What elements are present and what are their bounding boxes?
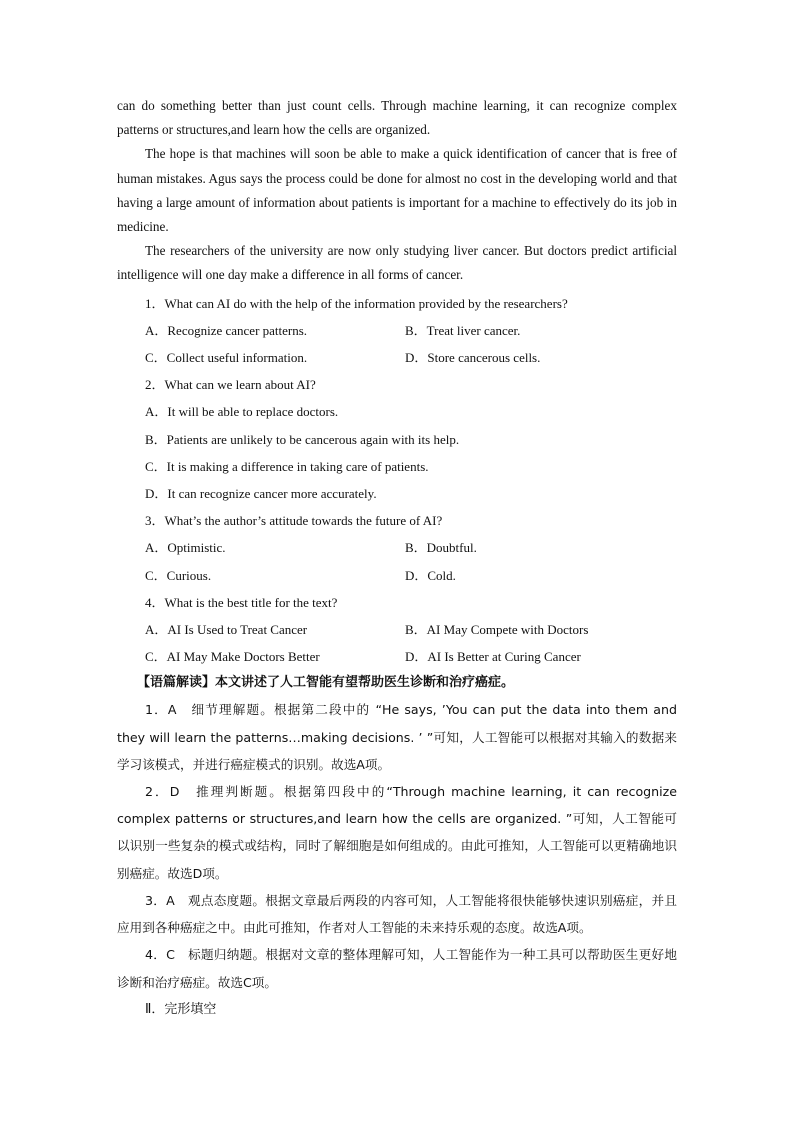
question-1: [117, 290, 677, 372]
option-row: [117, 562, 677, 589]
answer-explanation-2: 2．D 推理判断题。根据第四段中的“Through machine learning, it can recognize complex patterns or structures,and learn how the cells are organized. ”可知，人工智能可以识别一些复杂的模式或结构，同时了解细胞是如何组成的。由此可推知，人工智能可以更精确地识别癌症。故选D项。: [117, 784, 677, 881]
question-stem: 2．What can we learn about AI?: [145, 377, 316, 393]
answer-explanation-1: 1．A 细节理解题。根据第二段中的 “He says, ’You can put the data into them and they will learn the patterns…making decisions. ’ ”可知，人工智能可以根据对其输入的数据来学习该模式，并进行癌症模式的识别。故选A项。: [117, 702, 677, 772]
option-a: A．Recognize cancer patterns.: [145, 322, 308, 338]
question-stem: 1．What can AI do with the help of the information provided by the researchers?: [145, 295, 568, 311]
option-b: B．Treat liver cancer.: [405, 322, 521, 338]
question-4: [117, 589, 677, 671]
section-heading: Ⅱ．完形填空: [145, 1001, 217, 1017]
option-b: B．AI May Compete with Doctors: [405, 622, 589, 638]
option-a: A．Optimistic.: [145, 540, 226, 556]
option-c: C．It is making a difference in taking care of patients.: [145, 458, 429, 474]
option-d: D．It can recognize cancer more accurately.: [145, 486, 377, 502]
option-a: A．It will be able to replace doctors.: [145, 404, 339, 420]
passage-paragraph-3: The researchers of the university are now only studying liver cancer. But doctors predict artificial intelligence will one day make a difference in all forms of cancer.: [117, 243, 677, 283]
passage-paragraph-2: The hope is that machines will soon be able to make a quick identification of cancer that is free of human mistakes. Agus says the process could be done for almost no cost in the developing world and that having a large amount of information about patients is important for a machine to effectively do its job in medicine.: [117, 146, 677, 235]
option-c: C．Curious.: [145, 567, 212, 583]
option-row: [117, 534, 677, 561]
option-c: C．AI May Make Doctors Better: [145, 649, 320, 665]
option-row: [117, 317, 677, 344]
answer-explanation-4: 4．C 标题归纳题。根据对文章的整体理解可知，人工智能作为一种工具可以帮助医生更好地诊断和治疗癌症。故选C项。: [117, 947, 677, 990]
question-stem: 4．What is the best title for the text?: [145, 594, 338, 610]
option-d: D．Store cancerous cells.: [405, 350, 541, 366]
option-row: [117, 643, 677, 670]
option-a: A．AI Is Used to Treat Cancer: [145, 622, 308, 638]
question-2: [117, 371, 677, 507]
question-3: [117, 507, 677, 589]
question-stem: 3．What’s the author’s attitude towards the future of AI?: [145, 513, 443, 529]
option-row: [117, 616, 677, 643]
passage-paragraph-1: can do something better than just count cells. Through machine learning, it can recognize complex patterns or structures,and learn how the cells are organized.: [117, 98, 677, 138]
option-row: [117, 344, 677, 371]
option-d: D．AI Is Better at Curing Cancer: [405, 649, 581, 665]
analysis-heading: 【语篇解读】本文讲述了人工智能有望帮助医生诊断和治疗癌症。: [137, 675, 515, 691]
option-c: C．Collect useful information.: [145, 350, 308, 366]
document-page: [117, 94, 677, 1024]
answer-explanation-3: 3．A 观点态度题。根据文章最后两段的内容可知，人工智能将很快能够快速识别癌症，并且应用到各种癌症之中。由此可推知，作者对人工智能的未来持乐观的态度。故选A项。: [117, 892, 677, 936]
option-b: B．Doubtful.: [405, 540, 477, 556]
option-b: B．Patients are unlikely to be cancerous again with its help.: [145, 431, 460, 447]
option-d: D．Cold.: [405, 567, 456, 583]
